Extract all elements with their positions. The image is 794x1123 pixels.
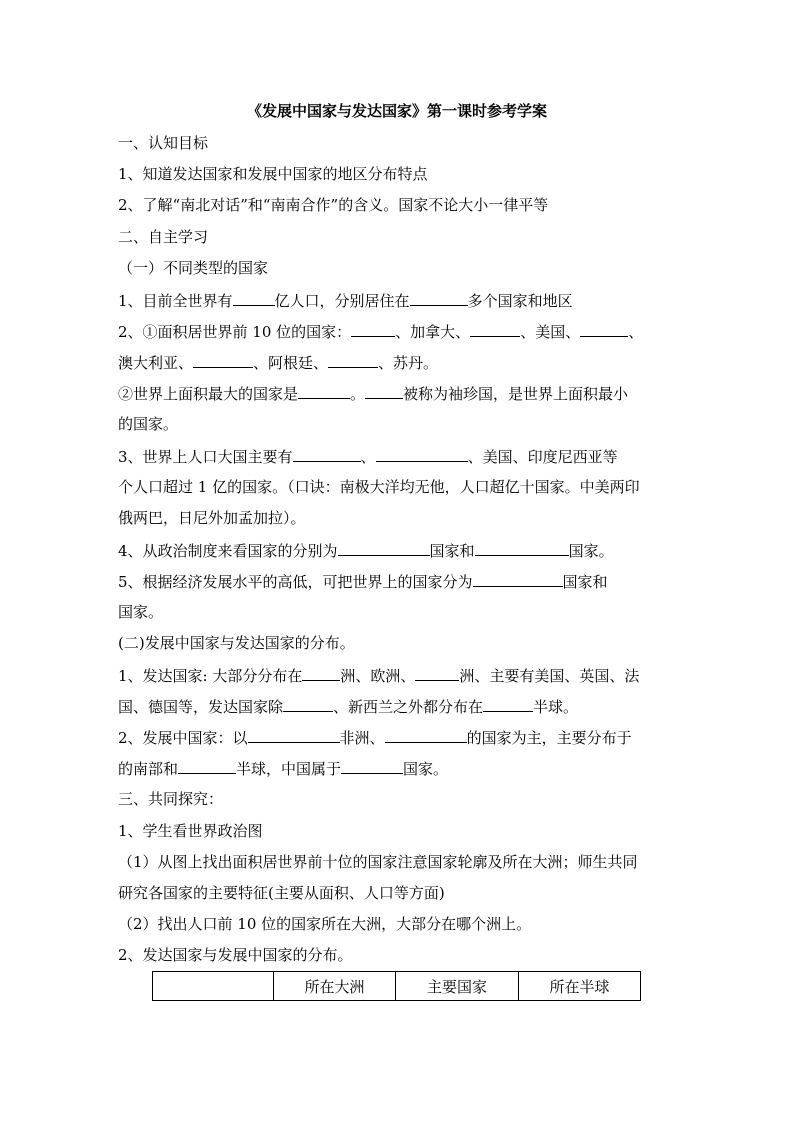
question-1: 1、目前全世界有 亿人口，分别居住在 多个国家和地区: [118, 292, 573, 310]
blank[interactable]: [385, 727, 467, 743]
blank[interactable]: [328, 352, 378, 368]
question-3-line-2: 个人口超过 1 亿的国家。（口诀：南极大洋均无他，人口超亿十国家。中美两印: [118, 478, 640, 496]
table-header-cell: [153, 972, 274, 1001]
distribution-2-line-2: 的南部和 半球，中国属于 国家。: [118, 760, 449, 778]
subsection-heading-2: (二)发展中国家与发达国家的分布。: [118, 634, 355, 652]
goal-2: 2、了解“南北对话”和“南南合作”的含义。国家不论大小一律平等: [118, 196, 549, 214]
question-5: 5、根据经济发展水平的高低，可把世界上的国家分为 国家和: [118, 573, 608, 591]
section-heading-2: 二、自主学习: [118, 228, 209, 246]
question-2b-line-2: 的国家。: [118, 415, 179, 433]
subsection-heading-1: （一）不同类型的国家: [118, 259, 269, 277]
distribution-2: 2、发展中国家：以 非洲、 的国家为主，主要分布于: [118, 729, 632, 747]
distribution-1: 1、发达国家: 大部分分布在 洲、欧洲、 洲、主要有美国、英国、法: [118, 667, 640, 685]
table-header-cell: 所在大洲: [274, 972, 396, 1001]
explore-1-task-1: （1）从图上找出面积居世界前十位的国家注意国家轮廓及所在大洲；师生共同: [118, 853, 638, 871]
blank[interactable]: [193, 352, 253, 368]
blank[interactable]: [475, 540, 569, 556]
blank[interactable]: [178, 758, 236, 774]
explore-1: 1、学生看世界政治图: [118, 822, 263, 840]
goal-1: 1、知道发达国家和发展中国家的地区分布特点: [118, 165, 428, 183]
question-2-line-2: 澳大利亚、 、阿根廷、 、苏丹。: [118, 354, 439, 372]
blank[interactable]: [293, 446, 361, 462]
distribution-table: [152, 971, 641, 1001]
blank[interactable]: [580, 321, 628, 337]
blank[interactable]: [248, 727, 340, 743]
table-header-cell: 所在半球: [519, 972, 641, 1001]
blank[interactable]: [298, 383, 350, 399]
blank[interactable]: [483, 696, 533, 712]
question-2: 2、①面积居世界前 10 位的国家： 、加拿大、 、美国、 、: [118, 323, 644, 341]
blank[interactable]: [415, 665, 459, 681]
distribution-1-line-2: 国、德国等，发达国家除 、新西兰之外都分布在 半球。: [118, 698, 579, 716]
blank[interactable]: [365, 383, 403, 399]
blank[interactable]: [302, 665, 340, 681]
table-header-row: [153, 972, 641, 1001]
blank[interactable]: [283, 696, 333, 712]
question-2b: ②世界上面积最大的国家是 。 被称为袖珍国，是世界上面积最小: [118, 385, 629, 403]
explore-1-task-2: （2）找出人口前 10 位的国家所在大洲，大部分在哪个洲上。: [118, 915, 532, 933]
blank[interactable]: [341, 758, 403, 774]
blank[interactable]: [351, 321, 395, 337]
question-4: 4、从政治制度来看国家的分别为 国家和 国家。: [118, 542, 614, 560]
blank[interactable]: [470, 321, 520, 337]
blank[interactable]: [233, 290, 275, 306]
section-heading-3: 三、共同探究：: [118, 790, 224, 808]
explore-1-task-1-line-2: 研究各国家的主要特征(主要从面积、人口等方面): [118, 884, 445, 902]
blank[interactable]: [338, 540, 430, 556]
question-3: 3、世界上人口大国主要有 、 、美国、印度尼西亚等: [118, 448, 618, 466]
question-5-line-2: 国家。: [118, 603, 164, 621]
table-header-cell: 主要国家: [396, 972, 519, 1001]
blank[interactable]: [376, 446, 468, 462]
blank[interactable]: [473, 571, 563, 587]
blank[interactable]: [410, 290, 468, 306]
page-title: 《发展中国家与发达国家》第一课时参考学案: [246, 102, 547, 120]
question-3-line-3: 俄两巴，日尼外加孟加拉）。: [118, 509, 306, 527]
section-heading-1: 一、认知目标: [118, 134, 209, 152]
explore-2: 2、发达国家与发展中国家的分布。: [118, 946, 353, 964]
